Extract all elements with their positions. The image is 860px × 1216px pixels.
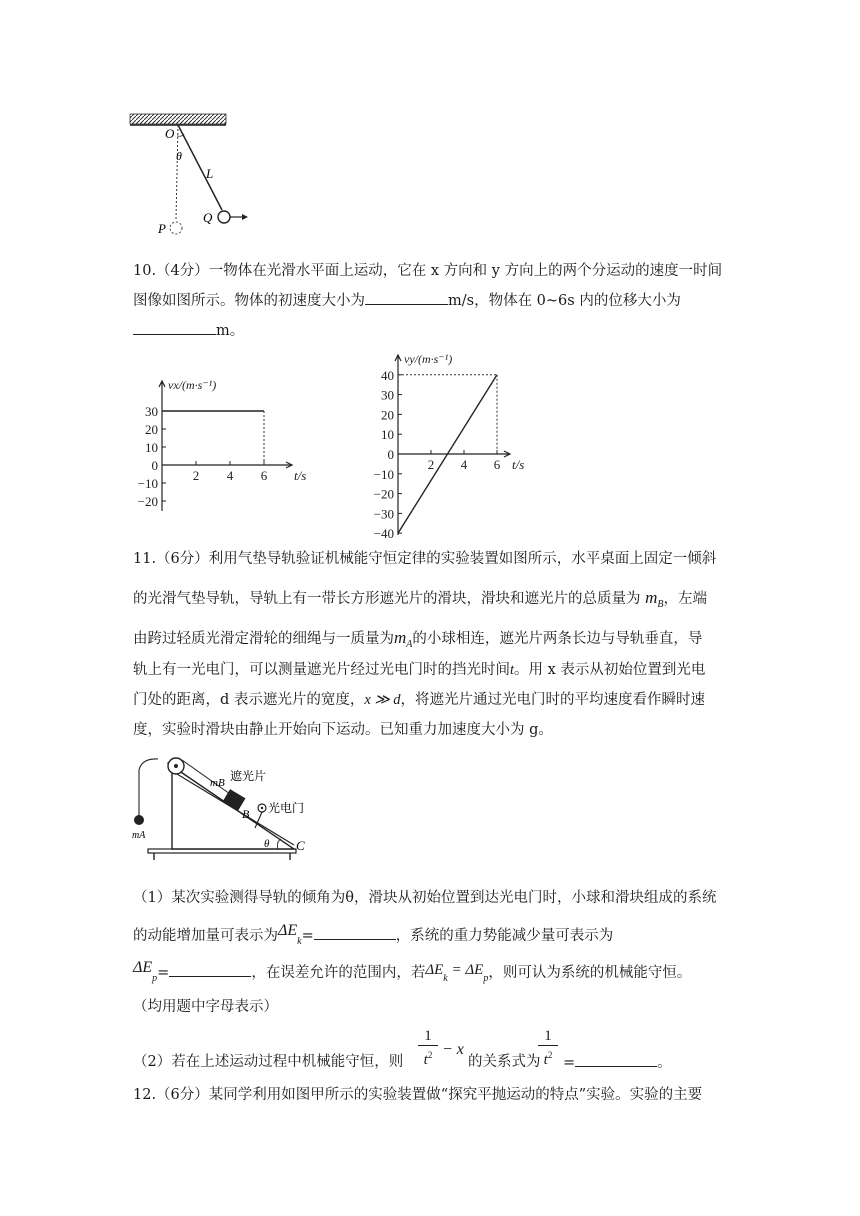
q10-text-c: m。 (216, 323, 245, 339)
sub2-line (133, 1052, 403, 1072)
q11-line2-text: 的光滑气垫导轨，导轨上有一带长方形遮光片的滑块，滑块和遮光片的总质量为 (133, 591, 641, 607)
delta-Ek-sub: k (297, 935, 302, 947)
chart-vx-svg (130, 375, 310, 515)
x-tick-label: 2 (427, 457, 435, 472)
sub1-line2-end: ，系统的重力势能减少量可表示为 (395, 928, 614, 944)
q10-line2 (133, 290, 733, 311)
fraction-1-over-t2 (413, 1027, 443, 1069)
sub2-end: 。 (657, 1055, 672, 1071)
answer-blank-displacement[interactable] (133, 320, 216, 335)
cond-k: k (443, 972, 448, 984)
time-t: t (510, 662, 515, 678)
x-axis-label: t/s (512, 457, 525, 472)
y-tick-label: 0 (151, 458, 158, 473)
y-tick-label: 20 (381, 407, 394, 423)
sub1-line4: （均用题中字母表示） (133, 999, 278, 1015)
frac2-den-wrap (533, 1046, 563, 1069)
frac2-exp: 2 (547, 1050, 553, 1060)
q11-line6: 度，实验时滑块由静止开始向下运动。已知重力加速度大小为 g。 (133, 722, 553, 738)
label-B: B (242, 807, 250, 821)
q11-line1: 11.（6分）利用气垫导轨验证机械能守恒定律的实验装置如图所示，水平桌面上固定一倾斜 (133, 551, 717, 567)
cond-p: p (483, 972, 489, 984)
delta-Ek: ΔE (278, 922, 298, 939)
sub1-line3-text: ，在误差允许的范围内，若 (251, 965, 426, 981)
y-tick-label: −10 (373, 466, 394, 482)
sub1-line1: （1）某次实验测得导轨的倾角为θ，滑块从初始位置到达光电门时，小球和滑块组成的系统 (133, 890, 717, 906)
y-axis-label: vy/(m·s⁻¹) (404, 353, 453, 366)
y-tick-label: 10 (145, 440, 158, 455)
y-tick-label: −30 (373, 506, 394, 522)
frac2-den: t (543, 1052, 548, 1068)
q10-line1: 10.（4分）一物体在光滑水平面上运动，它在 x 方向和 y 方向上的两个分运动的速度一时间 (133, 263, 723, 279)
q11-line4-end: 。用 x 表示从初始位置到光电 (514, 662, 706, 678)
cond-eq: = ΔE (447, 962, 484, 978)
delta-Ep: ΔE (133, 959, 153, 976)
label-O: O (165, 126, 175, 141)
answer-blank-delta-Ek[interactable] (314, 925, 396, 940)
ball-P-dashed (170, 222, 182, 234)
y-tick-label: 10 (381, 427, 394, 443)
x-tick-label: 2 (192, 468, 200, 483)
chart-vy-svg (360, 353, 540, 538)
x-tick-label: 6 (493, 457, 501, 472)
label-mB: mB (210, 777, 225, 789)
sub1-line2-text: 的动能增加量可表示为 (133, 928, 278, 944)
sub2-answer (563, 1052, 672, 1073)
label-mA: mA (132, 830, 146, 841)
sub1-line2 (133, 922, 733, 952)
eq-sign-1: = (301, 928, 314, 944)
label-theta-track: θ (264, 838, 270, 850)
q11-line3-text: 由跨过轻质光滑定滑轮的细绳与一质量为 (133, 631, 394, 647)
sub1-line3-end: ，则可认为系统的机械能守恒。 (488, 965, 692, 981)
q10-text-b: m/s，物体在 0~6s 内的位移大小为 (448, 293, 681, 309)
q11-line2-end: ，左端 (663, 591, 707, 607)
y-tick-label: 0 (387, 447, 394, 462)
q11-line5 (133, 690, 733, 710)
pendulum-figure (128, 108, 258, 243)
q11-line5-end: ，将遮光片通过光电门时的平均速度看作瞬时速 (400, 692, 706, 708)
label-photogate: 光电门 (268, 801, 305, 815)
x-tick-label: 4 (226, 468, 234, 483)
mass-mA: m (394, 628, 407, 647)
q12-line1: 12.（6分）某同学利用如图甲所示的实验装置做“探究平抛运动的特点”实验。实验的主要 (133, 1087, 703, 1103)
y-tick-label: 30 (381, 387, 394, 403)
q11-line3 (133, 628, 733, 655)
q10-text-a: 图像如图所示。物体的初速度大小为 (133, 293, 365, 309)
y-tick-label: −20 (137, 494, 158, 509)
answer-blank-delta-Ep[interactable] (169, 962, 251, 977)
vertical-dashed-line (176, 125, 178, 220)
q11-line3-end: 的小球相连，遮光片两条长边与导轨垂直，导 (412, 631, 703, 647)
sub1-line3 (133, 959, 733, 989)
frac1-num: 1 (424, 1028, 432, 1044)
y-tick-label: 40 (381, 367, 394, 383)
label-C: C (296, 838, 305, 853)
q11-line5-text: 门处的距离，d 表示遮光片的宽度， (133, 692, 365, 708)
y-axis-label: vx/(m·s⁻¹) (168, 378, 217, 392)
chart-vx (130, 375, 310, 515)
condition-x-gg-d: x ≫ d (364, 692, 401, 708)
y-tick-label: −10 (137, 476, 158, 491)
label-P: P (158, 221, 166, 236)
y-tick-label: −20 (373, 486, 394, 502)
x-tick-label: 4 (460, 457, 468, 472)
air-track-figure (128, 752, 308, 860)
q11-line2 (133, 588, 733, 615)
label-theta: θ (176, 149, 182, 163)
ball-mA (134, 815, 144, 825)
mass-mB: m (645, 588, 658, 607)
mass-mB-sub: B (657, 598, 664, 610)
string-line (178, 125, 222, 210)
sub2-eq: = (563, 1055, 576, 1071)
q11-line4-text: 轨上有一光电门，可以测量遮光片经过光电门时的挡光时间 (133, 662, 510, 678)
chart-vy (360, 353, 540, 538)
frac2-num: 1 (544, 1028, 552, 1044)
frac1-den-wrap (413, 1046, 443, 1069)
frac1-den: t (423, 1052, 428, 1068)
answer-blank-initial-velocity[interactable] (365, 290, 448, 305)
frac1-exp: 2 (427, 1050, 433, 1060)
eq-sign-2: = (157, 965, 170, 981)
y-tick-label: −40 (373, 526, 394, 538)
sub2-text-a: （2）若在上述运动过程中机械能守恒，则 (133, 1054, 404, 1070)
answer-blank-relation[interactable] (575, 1052, 657, 1067)
delta-Ep-sub: p (152, 972, 158, 984)
ceiling-hatch (130, 114, 226, 124)
label-L: L (206, 166, 214, 181)
mass-mA-sub: A (406, 638, 413, 650)
fraction-2-over-t2 (533, 1027, 563, 1069)
label-Q: Q (203, 210, 213, 225)
sub2-text-b: 的关系式为 (468, 1054, 541, 1070)
y-tick-label: 30 (145, 404, 158, 419)
minus-x: − x (442, 1041, 464, 1058)
q11-line4 (133, 660, 733, 680)
cond-Ek: ΔE (425, 962, 444, 978)
q10-line3 (133, 320, 733, 341)
y-tick-label: 20 (145, 422, 158, 437)
x-axis-label: t/s (294, 468, 307, 483)
pendulum-diagram (128, 108, 258, 243)
label-shade-plate: 遮光片 (230, 769, 267, 783)
air-track-diagram (128, 752, 308, 860)
x-tick-label: 6 (260, 468, 268, 483)
ball-Q (218, 211, 230, 223)
